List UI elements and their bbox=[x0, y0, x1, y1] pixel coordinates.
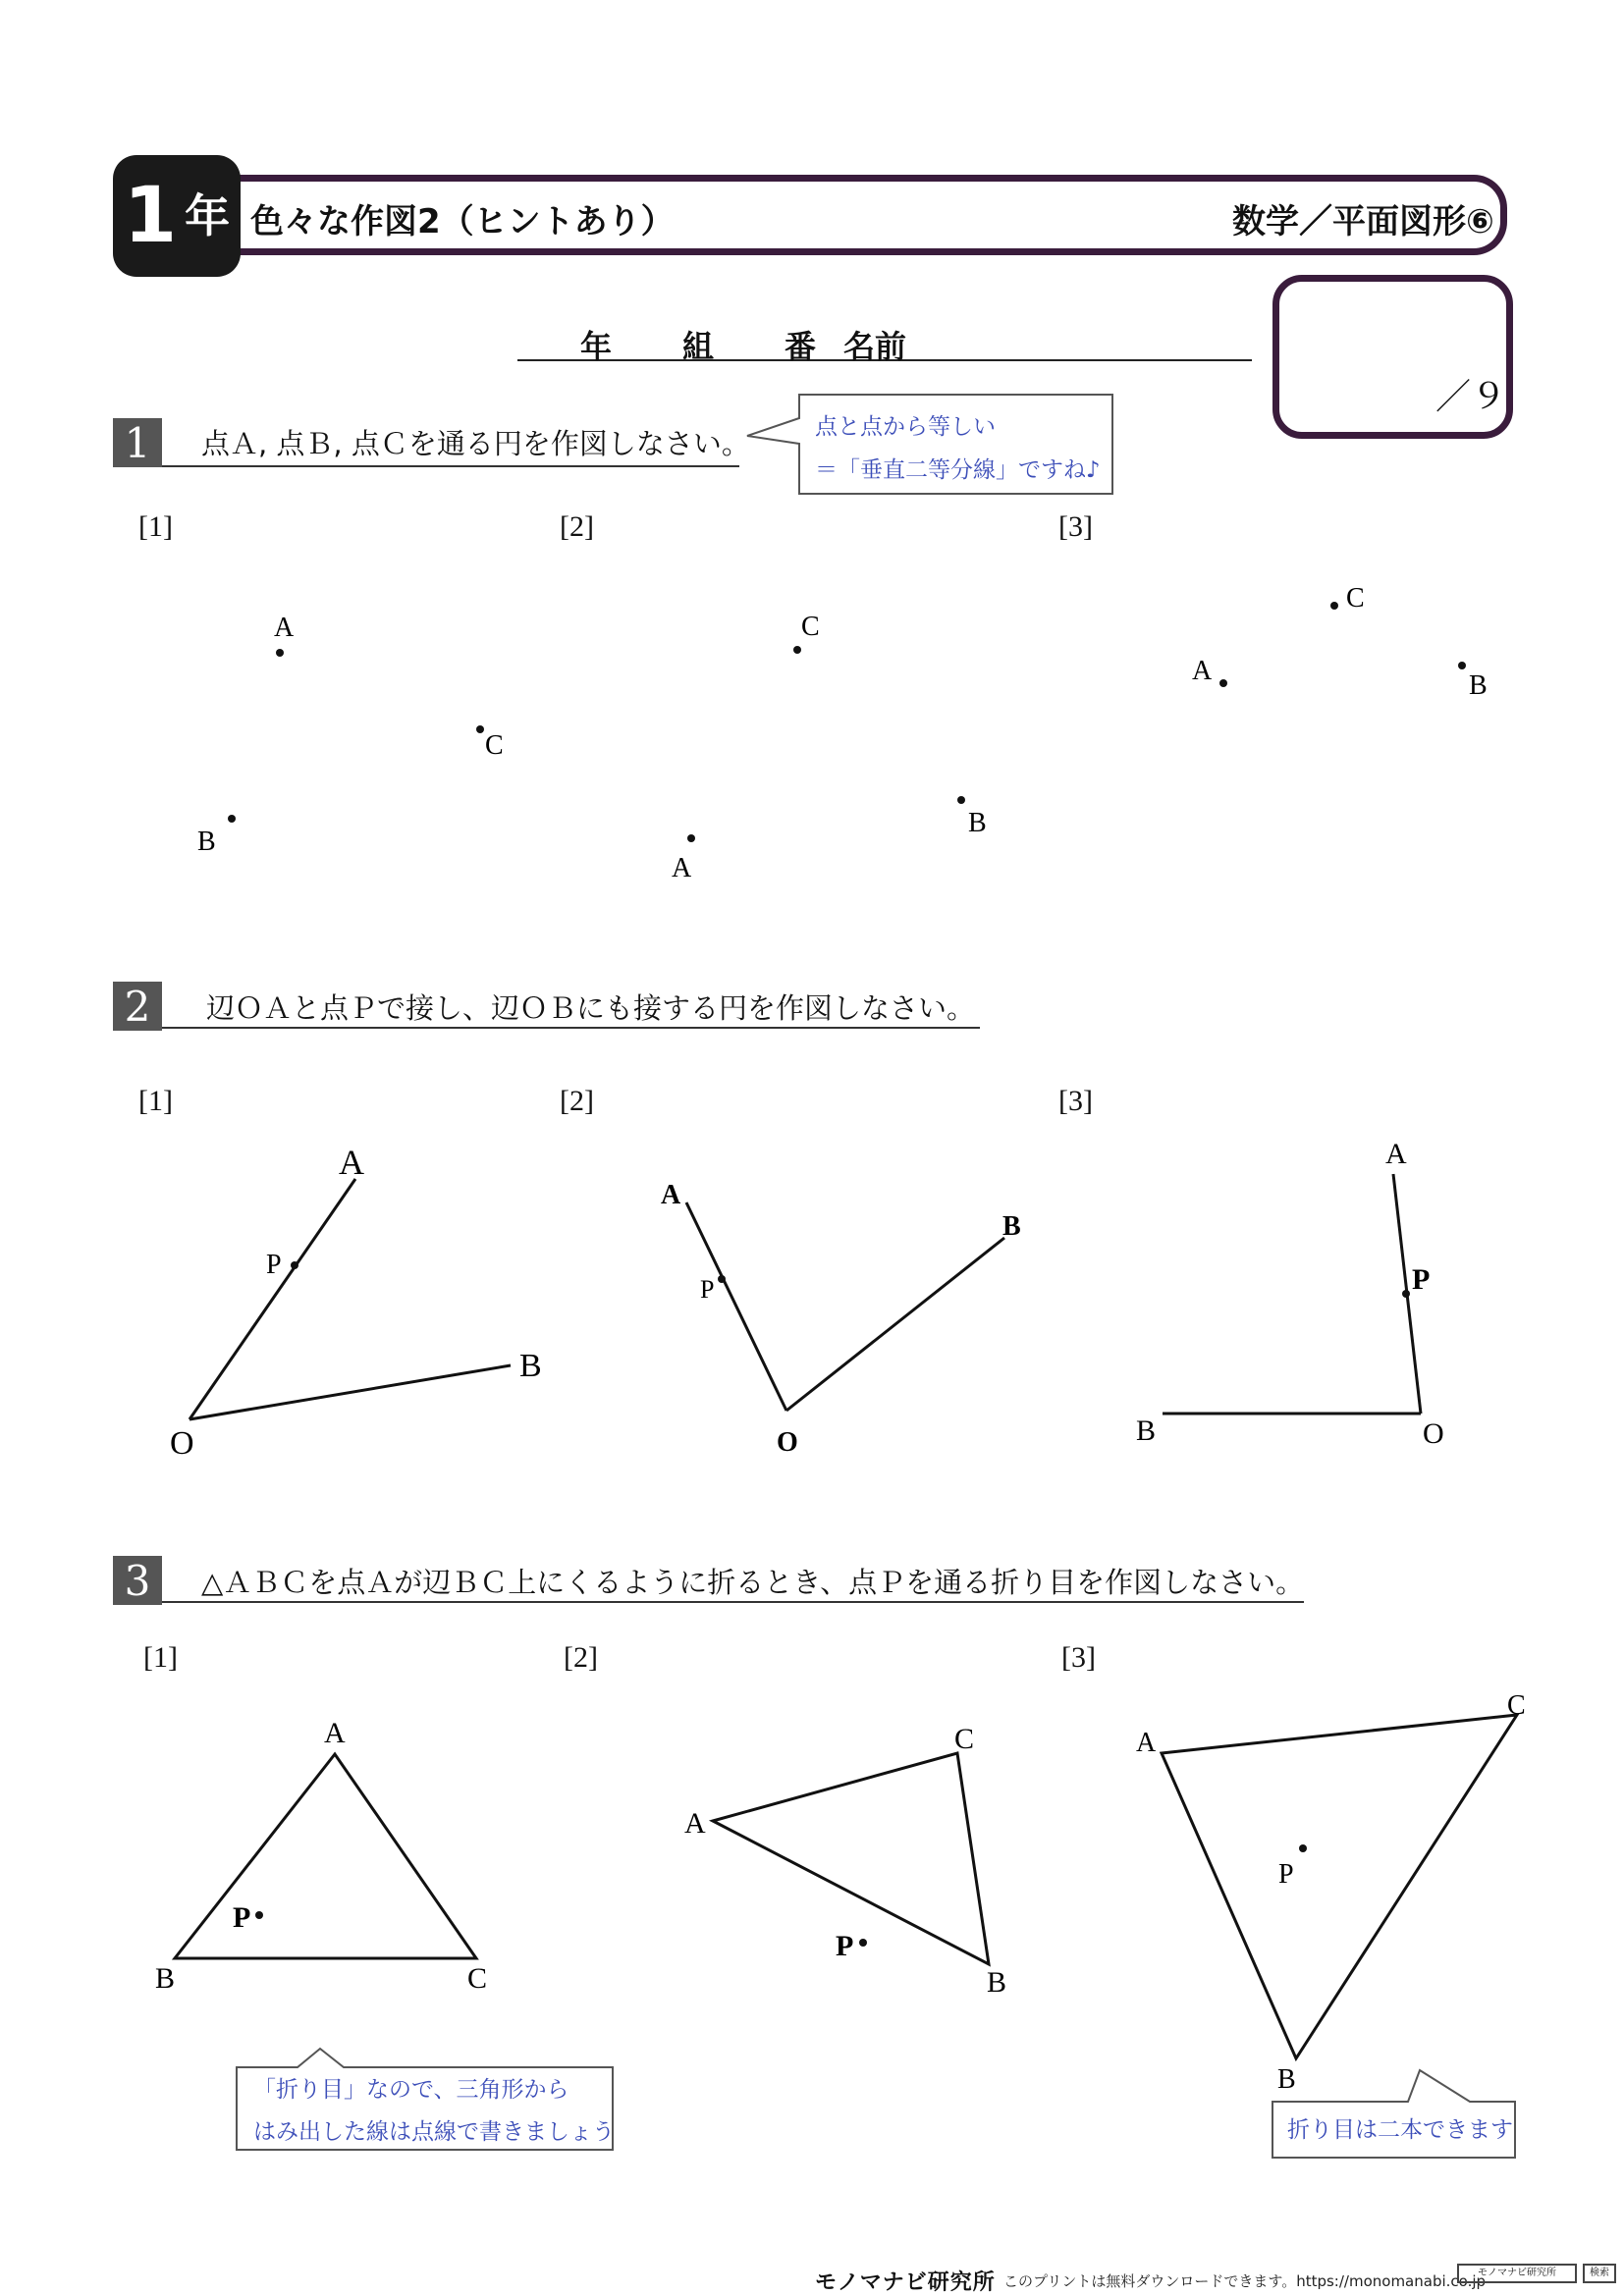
subject-label: 数学／平面図形⑥ bbox=[1232, 202, 1494, 241]
label-b: B bbox=[1002, 1211, 1021, 1242]
q1-figure-3 bbox=[1192, 583, 1488, 701]
point-b bbox=[957, 796, 965, 804]
label-p: P bbox=[836, 1930, 854, 1962]
label-c: C bbox=[467, 1962, 488, 1995]
q2-figure-3 bbox=[1163, 1174, 1421, 1414]
q2-sub-1: [1] bbox=[138, 1085, 173, 1117]
q2-figure-1 bbox=[189, 1179, 511, 1419]
label-p: P bbox=[266, 1250, 282, 1280]
q2-underline bbox=[162, 1027, 980, 1029]
q1-hint-line2: ＝「垂直二等分線」ですね♪ bbox=[815, 457, 1101, 483]
grade-suffix: 年 bbox=[185, 189, 231, 242]
label-b: B bbox=[155, 1962, 176, 1995]
point-c bbox=[793, 646, 801, 654]
label-p: P bbox=[233, 1901, 251, 1934]
label-a: A bbox=[274, 613, 295, 643]
footer-search-box: モノマナビ研究所 bbox=[1457, 2264, 1577, 2283]
label-a: A bbox=[339, 1143, 364, 1182]
label-c: C bbox=[801, 612, 820, 642]
label-b: B bbox=[519, 1348, 542, 1384]
label-b: B bbox=[1469, 670, 1488, 701]
worksheet-title: 色々な作図2（ヒントあり） bbox=[250, 202, 675, 241]
q1-figure-2 bbox=[672, 612, 987, 883]
q3-hint-right: 折り目は二本できます bbox=[1287, 2117, 1513, 2143]
q1-number-badge: 1 bbox=[113, 418, 162, 467]
label-a: A bbox=[324, 1717, 346, 1749]
label-a: A bbox=[1192, 656, 1213, 686]
q3-figure-3 bbox=[1162, 1715, 1517, 2058]
name-label: 名前 bbox=[843, 328, 907, 365]
q3-hint-left-line2: はみ出した線は点線で書きましょう bbox=[253, 2119, 615, 2145]
label-a: A bbox=[672, 853, 692, 883]
year-label: 年 bbox=[580, 328, 613, 365]
q1-sub-1: [1] bbox=[138, 510, 173, 543]
q2-number-badge: 2 bbox=[113, 982, 162, 1031]
q1-hint-line1: 点と点から等しい bbox=[815, 414, 996, 440]
q3-hint-left-line1: 「折り目」なので、三角形から bbox=[253, 2077, 569, 2103]
label-a: A bbox=[1385, 1138, 1407, 1170]
label-a: A bbox=[1136, 1728, 1157, 1758]
footer-search-button: 検索 bbox=[1583, 2264, 1616, 2283]
q3-sub-1: [1] bbox=[143, 1641, 178, 1674]
q1-instruction: 点Ａ, 点Ｂ, 点Ｃを通る円を作図しなさい。 bbox=[201, 427, 750, 460]
label-c: C bbox=[954, 1723, 975, 1755]
number-label: 番 bbox=[785, 328, 817, 365]
q1-figure-1 bbox=[197, 613, 504, 857]
footer-note: このプリントは無料ダウンロードできます。https://monomanabi.co.jp bbox=[1003, 2272, 1487, 2290]
point-c bbox=[476, 725, 484, 733]
footer-brand-logo: モノマナビ研究所 bbox=[815, 2270, 996, 2295]
label-b: B bbox=[1136, 1415, 1157, 1447]
q3-sub-3: [3] bbox=[1061, 1641, 1096, 1674]
label-c: C bbox=[1346, 583, 1365, 614]
point-c bbox=[1330, 602, 1338, 610]
q3-underline bbox=[162, 1601, 1304, 1603]
point-a bbox=[687, 834, 695, 842]
q2-sub-3: [3] bbox=[1058, 1085, 1093, 1117]
label-p: P bbox=[1278, 1859, 1294, 1890]
label-p: P bbox=[1412, 1263, 1431, 1296]
label-p: P bbox=[700, 1275, 715, 1304]
q3-instruction: △ＡＢＣを点Ａが辺ＢＣ上にくるように折るとき、点Ｐを通る折り目を作図しなさい。 bbox=[201, 1566, 1305, 1599]
point-b bbox=[1458, 662, 1466, 669]
q3-sub-2: [2] bbox=[564, 1641, 598, 1674]
q1-sub-3: [3] bbox=[1058, 510, 1093, 543]
q2-sub-2: [2] bbox=[560, 1085, 594, 1117]
score-total: ／９ bbox=[1435, 377, 1507, 417]
q3-figure-1 bbox=[175, 1754, 476, 1958]
label-c: C bbox=[1507, 1690, 1526, 1721]
grade-number: 1 bbox=[123, 172, 178, 260]
q2-figure-2 bbox=[686, 1202, 1004, 1411]
label-b: B bbox=[987, 1966, 1007, 1999]
q2-instruction: 辺ＯＡと点Ｐで接し、辺ＯＢにも接する円を作図しなさい。 bbox=[206, 991, 976, 1025]
label-o: O bbox=[170, 1425, 194, 1462]
label-a: A bbox=[684, 1807, 706, 1840]
label-b: B bbox=[968, 808, 987, 838]
point-a bbox=[1219, 679, 1227, 687]
label-b: B bbox=[197, 827, 216, 857]
q3-number-badge: 3 bbox=[113, 1556, 162, 1605]
label-c: C bbox=[485, 730, 504, 761]
point-a bbox=[276, 649, 284, 657]
label-o: O bbox=[777, 1427, 798, 1458]
label-o: O bbox=[1423, 1417, 1444, 1450]
label-b: B bbox=[1277, 2064, 1296, 2095]
point-b bbox=[228, 815, 236, 823]
class-label: 組 bbox=[682, 328, 715, 365]
label-a: A bbox=[661, 1180, 681, 1210]
q1-sub-2: [2] bbox=[560, 510, 594, 543]
